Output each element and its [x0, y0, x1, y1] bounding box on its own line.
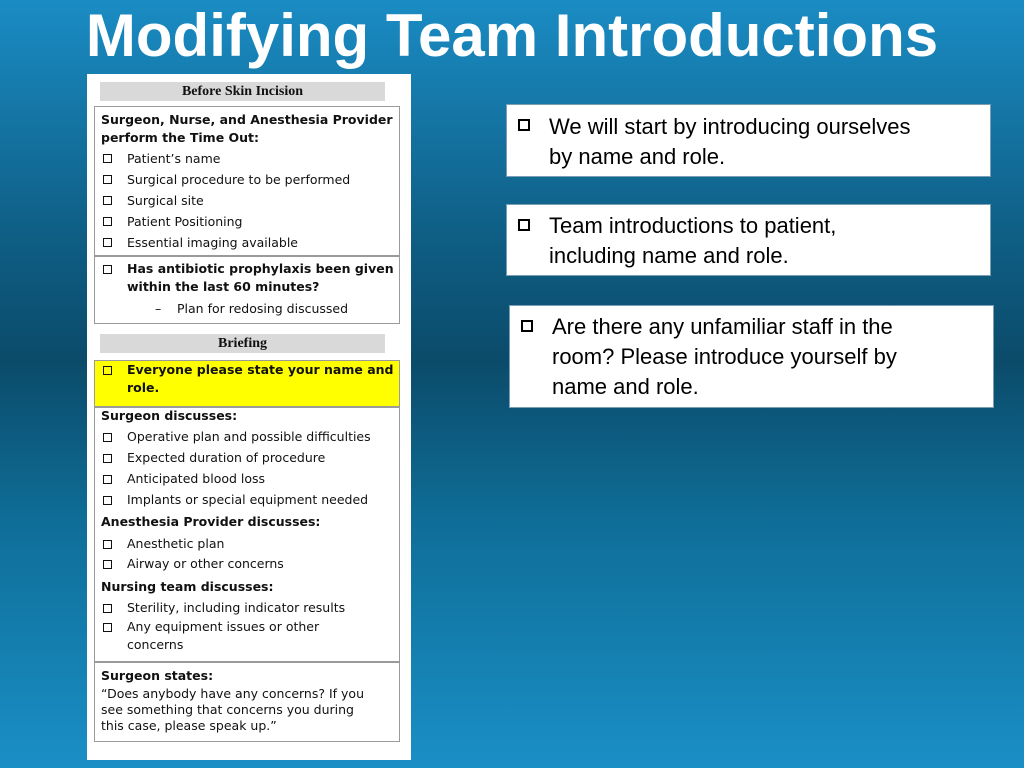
- surgeon-heading: Surgeon discusses:: [101, 408, 238, 423]
- checkbox-icon: [103, 175, 112, 184]
- checklist-item: Any equipment issues or other: [127, 619, 320, 634]
- checklist-item: Anticipated blood loss: [127, 471, 266, 486]
- checklist-item: Expected duration of procedure: [127, 450, 326, 465]
- intro-card-1: [506, 104, 991, 177]
- checkbox-icon: [103, 604, 112, 613]
- checklist-item: Implants or special equipment needed: [127, 492, 369, 507]
- checkbox-icon: [103, 366, 112, 375]
- surgeon-states-heading: Surgeon states:: [101, 668, 214, 683]
- highlight-line1: Everyone please state your name and: [127, 362, 394, 377]
- checkbox-icon: [103, 238, 112, 247]
- card-text-line: Team introductions to patient,: [549, 213, 837, 238]
- checklist-item: Airway or other concerns: [127, 556, 284, 571]
- checklist-item: Surgical procedure to be performed: [127, 172, 351, 187]
- checkbox-icon: [103, 623, 112, 632]
- card-text-line: Are there any unfamiliar staff in the: [552, 314, 893, 339]
- briefing-header: Briefing: [100, 334, 385, 353]
- card-text-line: We will start by introducing ourselves: [549, 114, 911, 139]
- anesthesia-heading: Anesthesia Provider discusses:: [101, 514, 321, 529]
- nursing-heading: Nursing team discusses:: [101, 579, 274, 594]
- surgeon-states-line: “Does anybody have any concerns? If you: [101, 686, 365, 701]
- surgeon-states-line: see something that concerns you during: [101, 702, 354, 717]
- checklist-item: Anesthetic plan: [127, 536, 225, 551]
- card-text-line: room? Please introduce yourself by: [552, 344, 897, 369]
- antibiotic-question-line1: Has antibiotic prophylaxis been given: [127, 261, 394, 276]
- checklist-item: Sterility, including indicator results: [127, 600, 346, 615]
- checkbox-icon: [103, 496, 112, 505]
- card-text-line: name and role.: [552, 374, 699, 399]
- checklist-item: Operative plan and possible difficulties: [127, 429, 371, 444]
- checkbox-icon: [103, 454, 112, 463]
- surgical-checklist-image: [87, 74, 411, 760]
- checkbox-icon: [103, 217, 112, 226]
- card-text-line: by name and role.: [549, 144, 726, 169]
- dash-bullet: –: [155, 301, 162, 316]
- checklist-item: Surgical site: [127, 193, 204, 208]
- time-out-heading-line2: perform the Time Out:: [101, 130, 260, 145]
- checkbox-icon: [518, 219, 530, 231]
- intro-card-3: [509, 305, 994, 408]
- checkbox-icon: [103, 265, 112, 274]
- checkbox-icon: [521, 320, 533, 332]
- checkbox-icon: [103, 154, 112, 163]
- intro-card-2: [506, 204, 991, 276]
- checkbox-icon: [103, 560, 112, 569]
- surgeon-states-line: this case, please speak up.”: [101, 718, 277, 733]
- checklist-item: Patient Positioning: [127, 214, 243, 229]
- checkbox-icon: [103, 540, 112, 549]
- time-out-heading-line1: Surgeon, Nurse, and Anesthesia Provider: [101, 112, 393, 127]
- antibiotic-question-line2: within the last 60 minutes?: [127, 279, 320, 294]
- checklist-item-continued: concerns: [127, 637, 184, 652]
- highlight-line2: role.: [127, 380, 160, 395]
- redosing-item: Plan for redosing discussed: [177, 301, 349, 316]
- checkbox-icon: [518, 119, 530, 131]
- checkbox-icon: [103, 433, 112, 442]
- checklist-item: Essential imaging available: [127, 235, 298, 250]
- card-text-line: including name and role.: [549, 243, 789, 268]
- checkbox-icon: [103, 196, 112, 205]
- before-skin-incision-header: Before Skin Incision: [100, 82, 385, 101]
- checklist-item: Patient’s name: [127, 151, 221, 166]
- slide-title: Modifying Team Introductions: [85, 2, 939, 69]
- checkbox-icon: [103, 475, 112, 484]
